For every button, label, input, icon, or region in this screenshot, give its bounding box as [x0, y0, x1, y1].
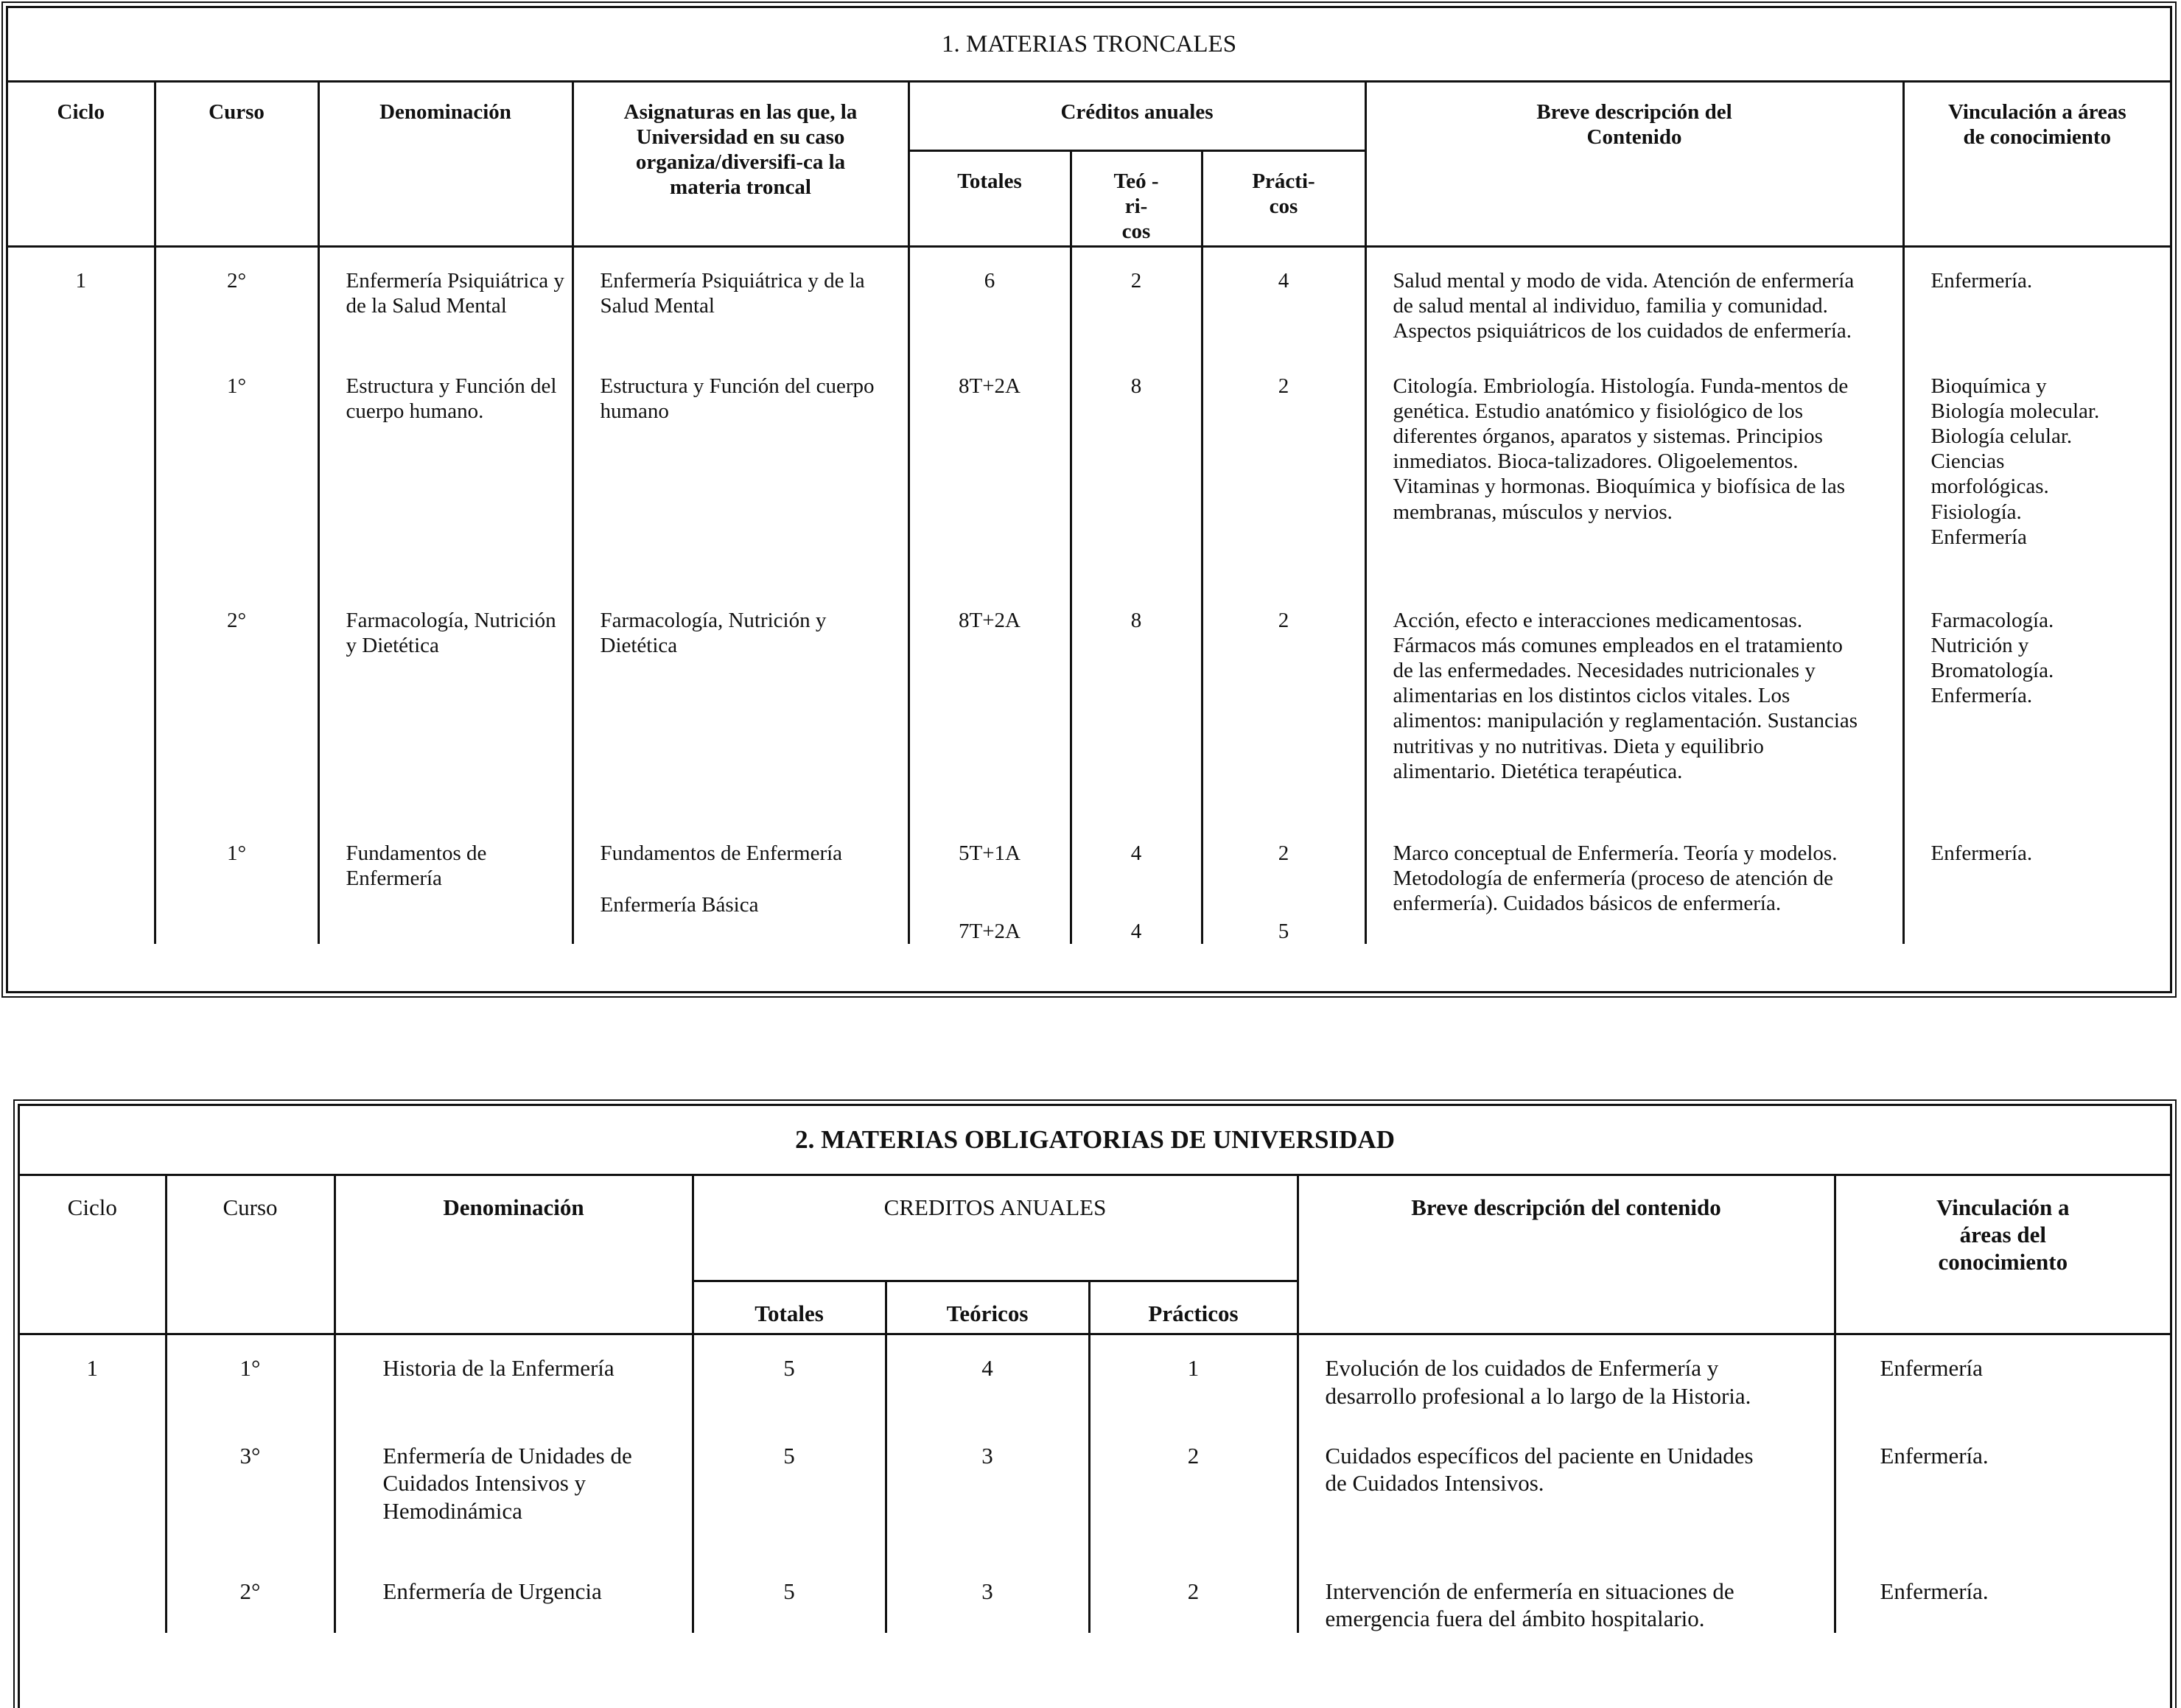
denominacion-cell: Enfermería de Unidades de Cuidados Intensivos y Hemodinámica [335, 1442, 693, 1578]
teoricos-cell: 8 [1071, 608, 1202, 841]
practicos-cell: 2 [1089, 1578, 1298, 1634]
denominacion-cell: Farmacología, Nutrición y Dietética [318, 608, 573, 841]
table-row [20, 1578, 2170, 1634]
asignatura-fundamentos: Fundamentos de Enfermería [600, 841, 843, 865]
practicos-value: 2 [1278, 841, 1289, 865]
header-creditos-anuales: Créditos anuales [909, 82, 1365, 151]
practicos-value: 5 [1278, 919, 1289, 943]
practicos-cell: 2 [1202, 608, 1365, 841]
teoricos-cell: 3 [886, 1442, 1089, 1578]
vinculacion-cell: Farmacología. Nutrición y Bromatología. Enfermería. [1903, 608, 2170, 841]
vinculacion-cell: Enfermería [1835, 1334, 2170, 1442]
denominacion-cell: Enfermería de Urgencia [335, 1578, 693, 1634]
table-row [8, 247, 2170, 374]
table-row [8, 608, 2170, 841]
practicos-cell: 4 [1202, 247, 1365, 374]
denominacion-cell: Enfermería Psiquiátrica y de la Salud Mental [318, 247, 573, 374]
descripcion-cell: Marco conceptual de Enfermería. Teoría y modelos. Metodología de enfermería (proceso de atención de enfermería). Cuidados básicos de enfermería. [1365, 841, 1903, 944]
curso-cell: 1° [155, 374, 318, 608]
header-totales: Totales [909, 151, 1071, 247]
header-denominacion: Denominación [335, 1175, 693, 1334]
vinculacion-cell: Enfermería. [1903, 841, 2170, 944]
asignatura-cell: Estructura y Función del cuerpo humano [573, 374, 909, 608]
descripcion-cell: Evolución de los cuidados de Enfermería y desarrollo profesional a lo largo de la Historia. [1298, 1334, 1835, 1442]
header-denominacion: Denominación [318, 82, 573, 247]
practicos-cell: 2 [1089, 1442, 1298, 1578]
header-creditos-anuales: CREDITOS ANUALES [693, 1175, 1298, 1281]
table-title: 1. MATERIAS TRONCALES [8, 8, 2170, 82]
header-asignaturas: Asignaturas en las que, la Universidad en su caso organiza/diversifi-ca la materia troncal [573, 82, 909, 247]
header-ciclo: Ciclo [20, 1175, 166, 1334]
totales-cell: 8T+2A [909, 374, 1071, 608]
vinculacion-cell: Enfermería. [1835, 1578, 2170, 1634]
table-row [20, 1442, 2170, 1578]
header-ciclo: Ciclo [8, 82, 155, 247]
header-descripcion: Breve descripción del contenido [1298, 1175, 1835, 1334]
denominacion-cell: Historia de la Enfermería [335, 1334, 693, 1442]
materias-troncales-table [6, 6, 2172, 993]
totales-value: 5T+1A [958, 841, 1021, 865]
curso-cell: 2° [155, 247, 318, 374]
teoricos-value: 4 [1130, 919, 1142, 943]
asignatura-basica: Enfermería Básica [600, 892, 759, 917]
denominacion-cell: Estructura y Función del cuerpo humano. [318, 374, 573, 608]
totales-cell: 5 [693, 1442, 886, 1578]
denominacion-cell: Fundamentos de Enfermería [318, 841, 573, 944]
header-descripcion: Breve descripción del Contenido [1365, 82, 1903, 247]
practicos-cell: 1 [1089, 1334, 1298, 1442]
teoricos-cell: 3 [886, 1578, 1089, 1634]
header-practicos: Prácti- cos [1202, 151, 1365, 247]
vinculacion-cell: Enfermería. [1835, 1442, 2170, 1578]
curso-cell: 1° [166, 1334, 335, 1442]
table-row [8, 841, 2170, 944]
asignatura-cell [573, 841, 909, 944]
totales-cell [909, 841, 1071, 944]
curso-cell: 3° [166, 1442, 335, 1578]
descripcion-cell: Intervención de enfermería en situaciones de emergencia fuera del ámbito hospitalario. [1298, 1578, 1835, 1634]
curso-cell: 1° [155, 841, 318, 944]
descripcion-cell: Citología. Embriología. Histología. Funda-mentos de genética. Estudio anatómico y fisiológico de los diferentes órganos, aparatos y sistemas. Principios inmediatos. Bioca-talizadores. Oligoelementos. Vitaminas y hormonas. Bioquímica y biofísica de las membranas, músculos y nervios. [1365, 374, 1903, 608]
ciclo-cell: 1 [20, 1334, 166, 1442]
curso-cell: 2° [166, 1578, 335, 1634]
asignatura-cell: Enfermería Psiquiátrica y de la Salud Mental [573, 247, 909, 374]
header-totales: Totales [693, 1281, 886, 1334]
header-teoricos: Teó -ri- cos [1071, 151, 1202, 247]
materias-obligatorias-table [18, 1104, 2172, 1708]
descripcion-cell: Cuidados específicos del paciente en Unidades de Cuidados Intensivos. [1298, 1442, 1835, 1578]
table-row [20, 1334, 2170, 1442]
totales-cell: 8T+2A [909, 608, 1071, 841]
totales-value: 7T+2A [958, 919, 1021, 943]
vinculacion-cell: Enfermería. [1903, 247, 2170, 374]
header-vinculacion: Vinculación a áreas del conocimiento [1835, 1175, 2170, 1334]
curso-cell: 2° [155, 608, 318, 841]
teoricos-cell: 4 [886, 1334, 1089, 1442]
vinculacion-cell: Bioquímica y Biología molecular. Biología celular. Ciencias morfológicas. Fisiología. Enfermería [1903, 374, 2170, 608]
header-practicos: Prácticos [1089, 1281, 1298, 1334]
teoricos-cell: 8 [1071, 374, 1202, 608]
totales-cell: 5 [693, 1334, 886, 1442]
asignatura-cell: Farmacología, Nutrición y Dietética [573, 608, 909, 841]
header-curso: Curso [166, 1175, 335, 1334]
descripcion-cell: Salud mental y modo de vida. Atención de enfermería de salud mental al individuo, familia y comunidad. Aspectos psiquiátricos de los cuidados de enfermería. [1365, 247, 1903, 374]
table-row [8, 374, 2170, 608]
header-curso: Curso [155, 82, 318, 247]
header-teoricos: Teóricos [886, 1281, 1089, 1334]
teoricos-value: 4 [1130, 841, 1142, 865]
practicos-cell [1202, 841, 1365, 944]
header-vinculacion: Vinculación a áreas de conocimiento [1903, 82, 2170, 247]
teoricos-cell: 2 [1071, 247, 1202, 374]
totales-cell: 5 [693, 1578, 886, 1634]
table-title: 2. MATERIAS OBLIGATORIAS DE UNIVERSIDAD [20, 1106, 2170, 1175]
descripcion-cell: Acción, efecto e interacciones medicamentosas. Fármacos más comunes empleados en el tratamiento de las enfermedades. Necesidades nutricionales y alimentarias en los distintos ciclos vitales. Los alimentos: manipulación y reglamentación. Sustancias nutritivas y no nutritivas. Dieta y equilibrio alimentario. Dietética terapéutica. [1365, 608, 1903, 841]
totales-cell: 6 [909, 247, 1071, 374]
practicos-cell: 2 [1202, 374, 1365, 608]
teoricos-cell [1071, 841, 1202, 944]
ciclo-cell: 1 [8, 247, 155, 374]
